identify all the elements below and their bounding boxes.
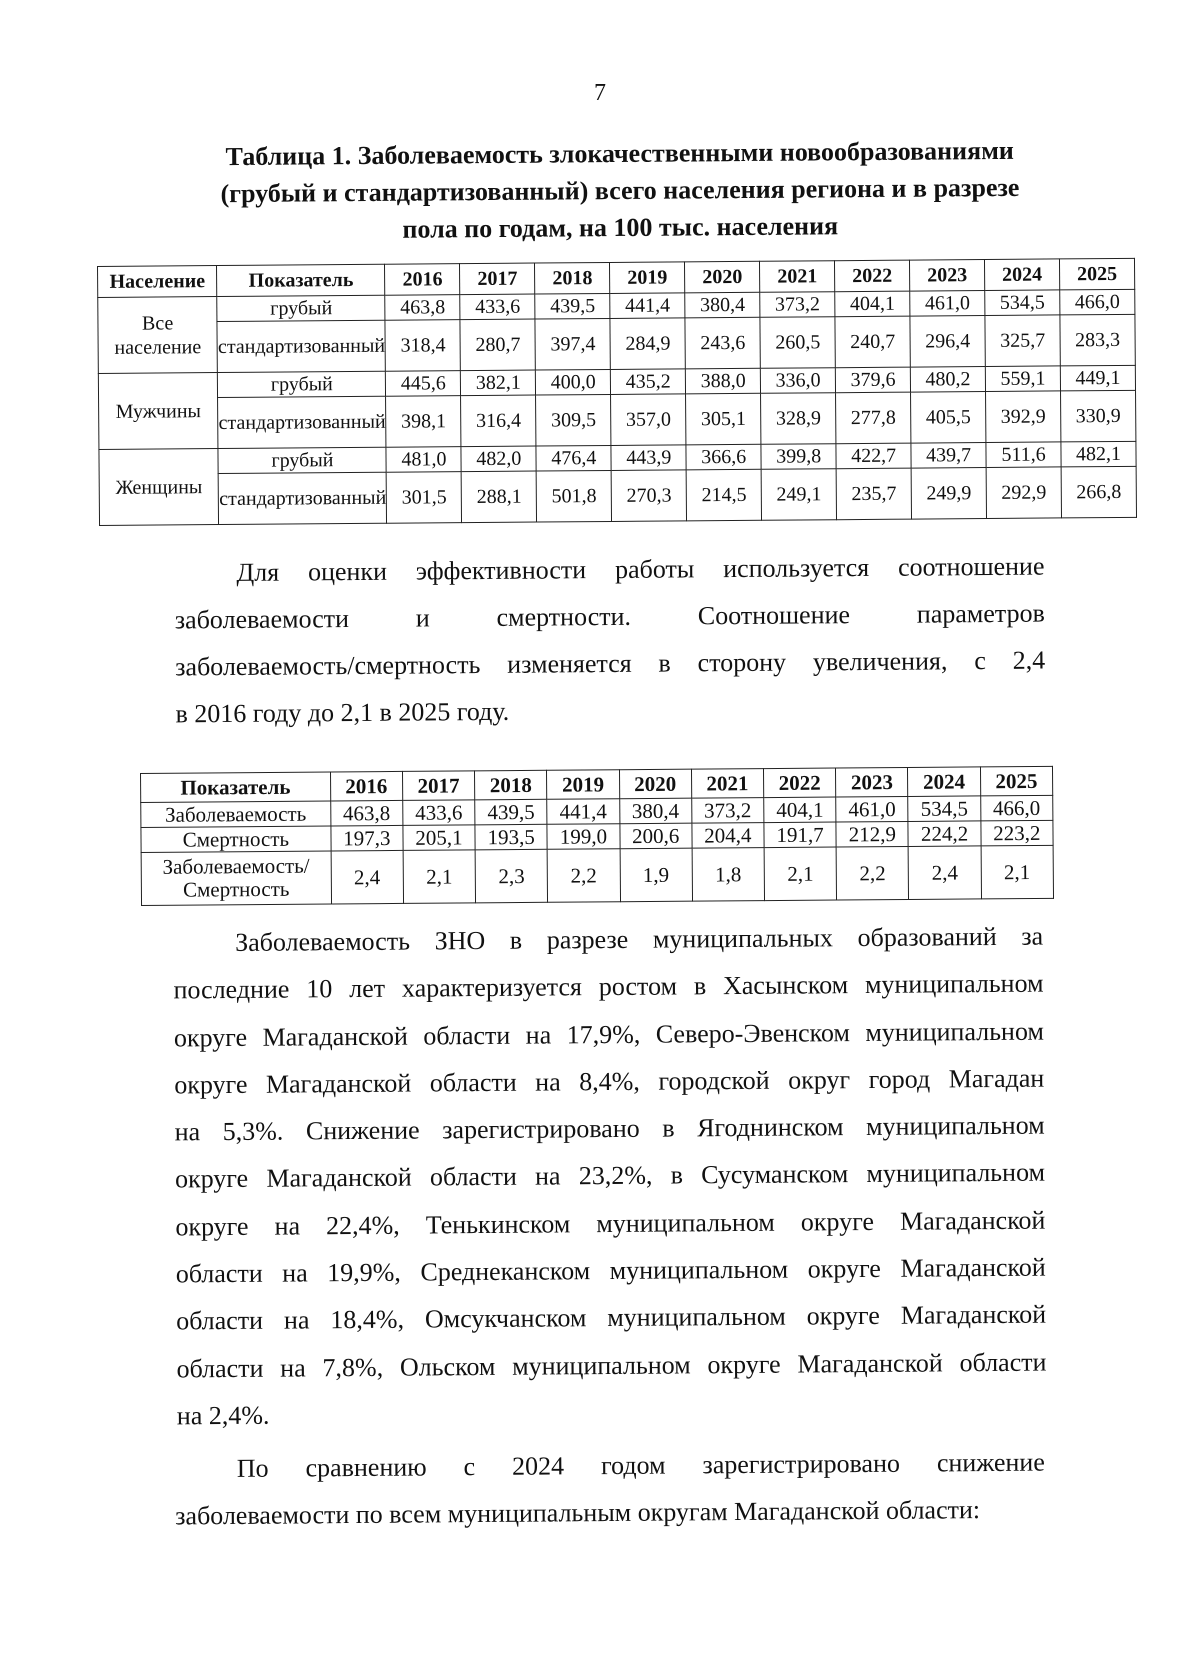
value-cell: 260,5 [760,317,835,369]
header-cell: 2021 [691,769,763,799]
value-cell: 400,0 [536,369,611,395]
value-cell: 481,0 [386,447,461,473]
text-line: заболеваемости и смертности. Соотношение параметров [174,598,1045,635]
value-cell: 212,9 [836,821,908,847]
value-cell: 404,1 [764,797,836,823]
value-cell: 199,0 [547,824,619,850]
row-label-cell: Заболеваемость [141,801,331,827]
population-cell: Женщины [99,449,219,526]
header-cell: 2022 [763,768,835,798]
value-cell: 277,8 [836,392,911,444]
value-cell: 439,7 [911,443,986,469]
header-cell: Показатель [141,772,331,802]
value-cell: 398,1 [386,396,461,448]
value-cell: 292,9 [986,467,1061,519]
value-cell: 404,1 [835,291,910,317]
header-cell: 2025 [980,766,1053,796]
text-line: округе Магаданской области на 23,2%, в Сусуманском муниципальном [174,1158,1046,1194]
value-cell: 388,0 [686,368,761,394]
text-line: области на 18,4%, Омсукчанском муниципальном округе Магаданской [176,1299,1047,1336]
value-cell: 288,1 [462,471,537,523]
header-cell: 2016 [385,264,460,296]
value-cell: 461,0 [910,291,985,317]
value-cell: 511,6 [986,442,1061,468]
page-number: 7 [594,80,606,106]
value-cell: 325,7 [985,315,1060,367]
value-cell: 1,9 [620,848,693,902]
header-cell: 2018 [475,770,547,800]
header-cell: 2023 [910,260,985,292]
table-title-line: (грубый и стандартизованный) всего населения региона и в разрезе [220,172,1020,209]
value-cell: 366,6 [686,444,761,470]
indicator-cell: стандартизованный [217,320,385,372]
header-cell: Население [98,266,218,298]
value-cell: 301,5 [387,472,462,524]
paragraph-ratio [174,543,1045,738]
value-cell: 397,4 [535,318,610,370]
value-cell: 439,5 [535,293,610,319]
header-cell: Показатель [217,264,385,296]
indicator-cell: грубый [217,295,385,321]
value-cell: 373,2 [691,798,763,824]
value-cell: 441,4 [610,293,685,319]
value-cell: 191,7 [764,822,836,848]
header-cell: 2020 [685,261,760,293]
text-line: на 5,3%. Снижение зарегистрировано в Ягоднинском муниципальном [174,1110,1045,1147]
row-label-cell: Заболеваемость/ Смертность [141,851,331,905]
text-line: на 2,4%. [176,1400,270,1431]
paragraph-comparison [175,1439,1046,1540]
text-line: По сравнению с 2024 годом зарегистрировано снижение [236,1447,1045,1483]
header-cell: 2017 [402,771,474,801]
table-title-line: пола по годам, на 100 тыс. населения [402,211,839,244]
header-cell: 2024 [985,259,1060,291]
value-cell: 224,2 [908,821,980,847]
table-row [99,466,1136,525]
value-cell: 235,7 [836,468,911,520]
value-cell: 328,9 [761,393,836,445]
value-cell: 2,2 [547,849,620,903]
text-line: округе Магаданской области на 8,4%, городской округ город Магадан [174,1063,1045,1100]
value-cell: 318,4 [385,320,460,372]
value-cell: 296,4 [910,316,985,368]
value-cell: 249,1 [761,469,836,521]
value-cell: 534,5 [985,290,1060,316]
text-line: округе на 22,4%, Тенькинском муниципальном округе Магаданской [175,1205,1046,1242]
header-cell: 2023 [836,767,908,797]
header-cell: 2021 [760,261,835,293]
value-cell: 422,7 [836,443,911,469]
value-cell: 482,1 [1061,441,1136,467]
incidence-mortality-table [140,766,1054,906]
value-cell: 243,6 [685,317,760,369]
value-cell: 466,0 [1060,289,1135,315]
value-cell: 1,8 [692,848,765,902]
value-cell: 443,9 [611,445,686,471]
value-cell: 2,1 [403,850,476,904]
value-cell: 433,6 [403,800,475,826]
value-cell: 2,1 [764,847,837,901]
header-cell: 2025 [1059,258,1134,290]
text-line: округе Магаданской области на 17,9%, Северо-Эвенском муниципальном [173,1016,1044,1053]
value-cell: 482,0 [461,446,536,472]
value-cell: 2,4 [331,850,404,904]
table-title-line: Таблица 1. Заболеваемость злокачественными новообразованиями [225,135,1014,172]
value-cell: 380,4 [619,798,691,824]
population-cell: Мужчины [98,373,218,450]
value-cell: 461,0 [836,796,908,822]
value-cell: 466,0 [980,795,1053,821]
value-cell: 223,2 [981,820,1054,846]
text-line: в 2016 году до 2,1 в 2025 году. [175,696,510,729]
value-cell: 240,7 [835,316,910,368]
header-cell: 2020 [619,769,691,799]
value-cell: 439,5 [475,799,547,825]
value-cell: 2,4 [909,846,982,900]
value-cell: 480,2 [910,367,985,393]
value-cell: 445,6 [386,371,461,397]
indicator-cell: стандартизованный [219,472,387,524]
value-cell: 449,1 [1060,365,1135,391]
value-cell: 200,6 [619,823,691,849]
value-cell: 309,5 [536,394,611,446]
value-cell: 380,4 [685,292,760,318]
header-cell: 2024 [908,767,980,797]
value-cell: 534,5 [908,796,980,822]
header-cell: 2022 [835,260,910,292]
indicator-cell: грубый [218,371,386,397]
value-cell: 435,2 [611,369,686,395]
value-cell: 382,1 [461,370,536,396]
value-cell: 270,3 [611,470,686,522]
text-line: заболеваемости по всем муниципальным округам Магаданской области: [175,1495,981,1531]
value-cell: 193,5 [475,824,547,850]
header-cell: 2018 [535,262,610,294]
incidence-by-sex-table [97,258,1137,526]
value-cell: 357,0 [611,394,686,446]
value-cell: 316,4 [461,395,536,447]
text-line: Для оценки эффективности работы используется соотношение [236,551,1045,587]
value-cell: 476,4 [536,445,611,471]
header-cell: 2016 [330,771,402,801]
table-title [170,131,1071,249]
value-cell: 405,5 [911,392,986,444]
value-cell: 249,9 [911,468,986,520]
value-cell: 280,7 [460,319,535,371]
value-cell: 463,8 [385,295,460,321]
value-cell: 266,8 [1061,466,1136,518]
row-label-cell: Смертность [141,826,331,852]
value-cell: 284,9 [610,318,685,370]
value-cell: 283,3 [1060,314,1135,366]
value-cell: 330,9 [1061,390,1136,442]
value-cell: 204,4 [692,823,764,849]
value-cell: 399,8 [761,444,836,470]
value-cell: 2,3 [475,849,548,903]
value-cell: 197,3 [331,825,403,851]
value-cell: 441,4 [547,799,619,825]
header-cell: 2019 [610,262,685,294]
paragraph-municipal [173,913,1047,1440]
table-row [141,845,1053,905]
table-row [99,390,1136,449]
value-cell: 373,2 [760,292,835,318]
value-cell: 379,6 [835,367,910,393]
text-line: области на 19,9%, Среднеканском муниципальном округе Магаданской [175,1252,1046,1289]
value-cell: 305,1 [686,393,761,445]
header-cell: 2019 [547,770,619,800]
value-cell: 463,8 [330,800,402,826]
value-cell: 205,1 [403,825,475,851]
value-cell: 2,2 [836,846,909,900]
value-cell: 2,1 [981,845,1054,899]
table-row [98,314,1135,373]
value-cell: 433,6 [460,294,535,320]
value-cell: 501,8 [536,470,611,522]
value-cell: 214,5 [686,469,761,521]
value-cell: 392,9 [986,391,1061,443]
value-cell: 559,1 [985,366,1060,392]
indicator-cell: стандартизованный [218,396,386,448]
value-cell: 336,0 [761,368,836,394]
text-line: заболеваемость/смертность изменяется в сторону увеличения, с 2,4 [175,645,1046,682]
indicator-cell: грубый [218,447,386,473]
text-line: Заболеваемость ЗНО в разрезе муниципальных образований за [235,921,1044,957]
text-line: последние 10 лет характеризуется ростом в Хасынском муниципальном [173,968,1044,1005]
population-cell: Все население [98,297,218,374]
text-line: области на 7,8%, Ольском муниципальном округе Магаданской области [176,1347,1047,1384]
header-cell: 2017 [460,263,535,295]
